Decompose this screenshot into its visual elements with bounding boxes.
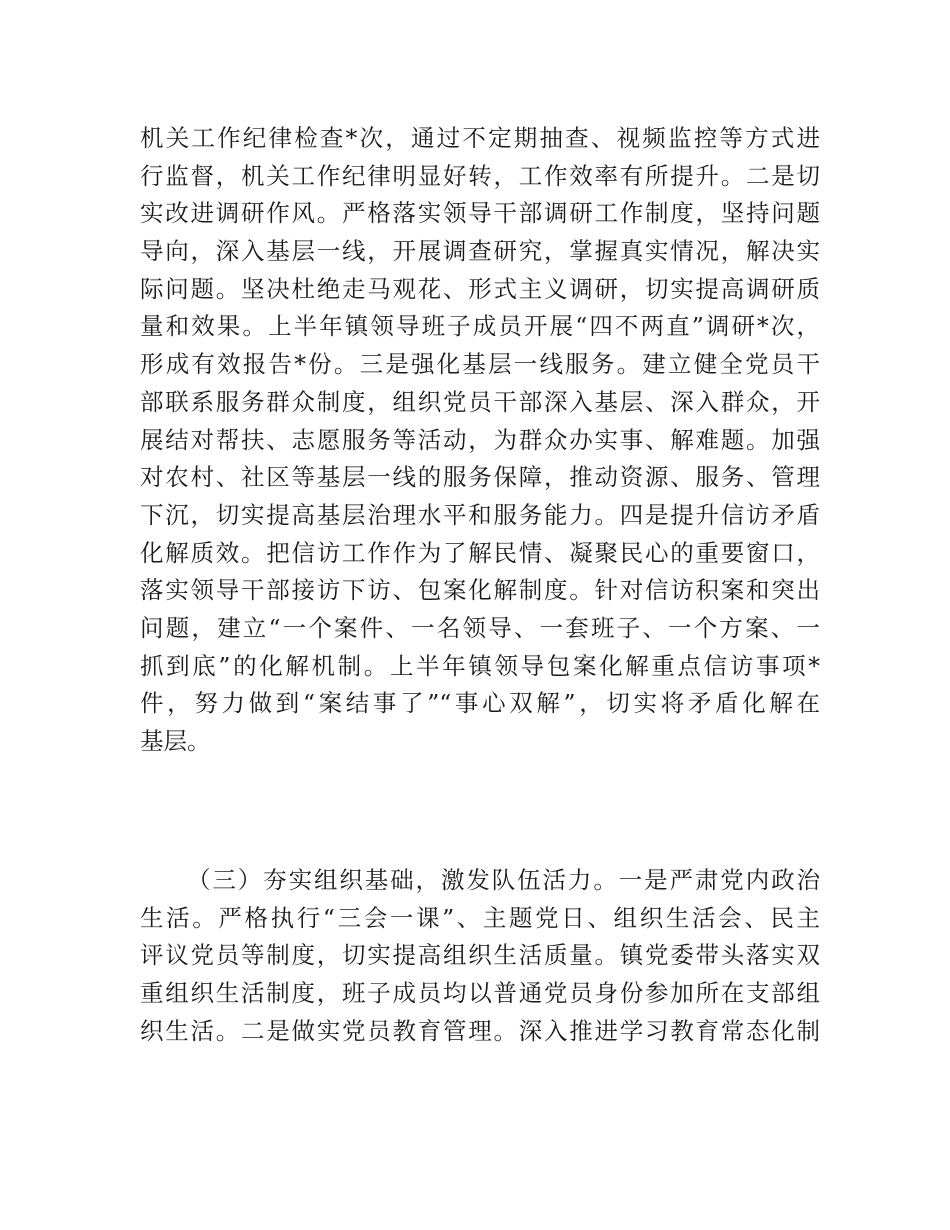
text-line: 部联系服务群众制度，组织党员干部深入基层、深入群众，开 <box>140 387 820 416</box>
paragraph-work-discipline <box>140 120 820 761</box>
text-line: 量和效果。上半年镇领导班子成员开展“四不两直”调研*次， <box>140 312 820 341</box>
text-line: 际问题。坚决杜绝走马观花、形式主义调研，切实提高调研质 <box>140 274 820 303</box>
text-line: 评议党员等制度，切实提高组织生活质量。镇党委带头落实双 <box>140 941 820 970</box>
section-heading-line: （三）夯实组织基础，激发队伍活力。一是严肃党内政治 <box>187 866 820 894</box>
text-line: 重组织生活制度，班子成员均以普通党员身份参加所在支部组 <box>140 979 820 1008</box>
text-line: 形成有效报告*份。三是强化基层一线服务。建立健全党员干 <box>140 350 820 379</box>
text-line: 下沉，切实提高基层治理水平和服务能力。四是提升信访矛盾 <box>140 500 820 529</box>
text-line: 问题，建立“一个案件、一名领导、一套班子、一个方案、一 <box>140 613 820 642</box>
text-line: 件，努力做到“案结事了”“事心双解”，切实将矛盾化解在 <box>140 689 820 718</box>
text-line: 抓到底”的化解机制。上半年镇领导包案化解重点信访事项* <box>140 651 820 680</box>
text-line: 生活。严格执行“三会一课”、主题党日、组织生活会、民主 <box>140 903 820 932</box>
text-line: 展结对帮扶、志愿服务等活动，为群众办实事、解难题。加强 <box>140 425 820 454</box>
text-line: 导向，深入基层一线，开展调查研究，掌握真实情况，解决实 <box>140 237 820 266</box>
text-line: 行监督，机关工作纪律明显好转，工作效率有所提升。二是切 <box>140 161 820 190</box>
text-line: 实改进调研作风。严格落实领导干部调研工作制度，坚持问题 <box>140 199 820 228</box>
text-line: 对农村、社区等基层一线的服务保障，推动资源、服务、管理 <box>140 463 820 492</box>
paragraph-organization-foundation <box>140 862 820 1050</box>
text-line: 基层。 <box>140 727 211 755</box>
text-line: 机关工作纪律检查*次，通过不定期抽查、视频监控等方式进 <box>140 124 820 152</box>
text-line: 织生活。二是做实党员教育管理。深入推进学习教育常态化制 <box>140 1016 820 1045</box>
text-line: 化解质效。把信访工作作为了解民情、凝聚民心的重要窗口， <box>140 538 820 567</box>
text-line: 落实领导干部接访下访、包案化解制度。针对信访积案和突出 <box>140 576 820 605</box>
